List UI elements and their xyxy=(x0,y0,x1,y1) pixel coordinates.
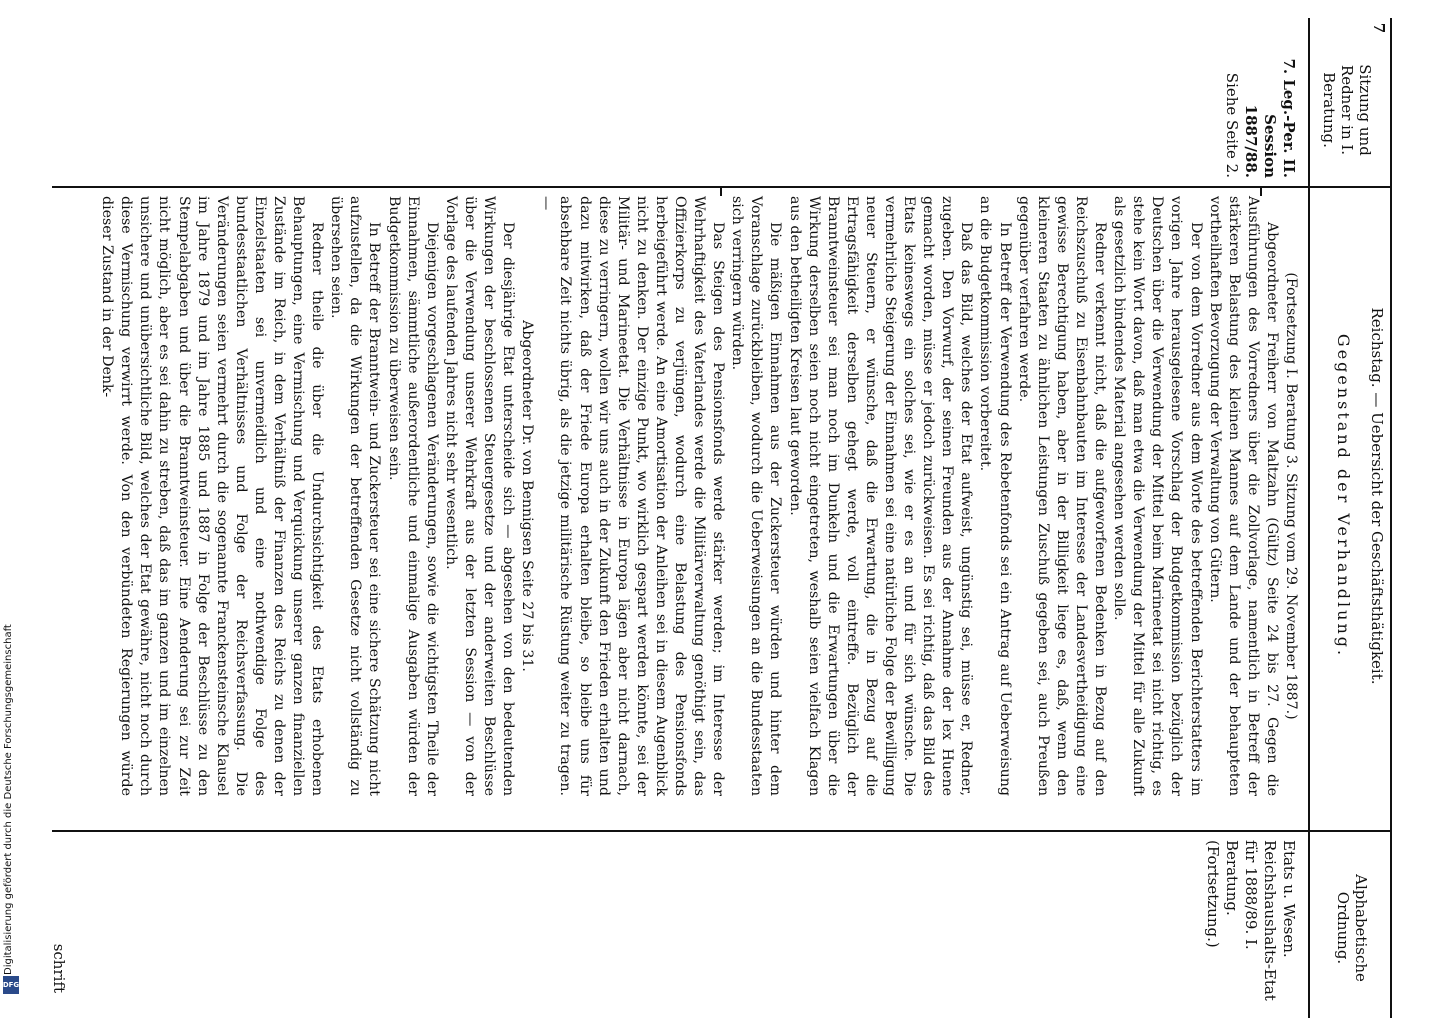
session-entry: 7. Leg.-Per. II. Session 1887/88. xyxy=(1242,58,1298,178)
paragraph: In Betreff der Branntwein- und Zuckersteuer sei eine sichere Schätzung nicht aufzustellen, da die Wirkungen der betreffenden Gesetze nicht vollständig zu übersehen seien. xyxy=(328,196,383,796)
page-number: 7 xyxy=(1370,22,1388,34)
header-right: Alphabetische Ordnung. xyxy=(1334,874,1370,982)
paragraph: Abgeordneter Freiherr von Maltzahn (Gültz) Seite 24 bis 27. Gegen die Ausführungen des Vorredners über die Zollvorlage, namentlich in Betreff der stärkeren Belastung des kleinen Mannes auf dem Lande und der behaupteten vortheilhaften Bevorzugung der Verwaltung von Gütern. xyxy=(1206,196,1280,796)
paragraph: Der diesjährige Etat unterscheide sich — abgesehen von den bedeutenden Wirkungen der beschlossenen Steuergesetze und der anderweiten Beschlüsse über die Verwendung unserer Wehrkraft aus der letzten Session — von der Vorlage des laufenden Jahres nicht sehr wesentlich. xyxy=(442,196,517,796)
alphabetical-column xyxy=(1203,840,1298,1008)
session-column xyxy=(1222,36,1298,178)
header-left: Sitzung und Redner in I. Beratung. xyxy=(1320,64,1374,156)
continuation-heading: (Fortsetzung I. Beratung 3. Sitzung vom 29. November 1887.) xyxy=(1283,272,1299,720)
speaker-heading: Abgeordneter Dr. von Bennigsen Seite 27 bis 31. xyxy=(519,320,536,672)
paragraph: Der von dem Vorredner aus dem Worte des betreffenden Berichterstatters im vorigen Jahre herausgelesene Vorschlag der Budgetkommission bezüglich der Deutschen über die Verwendung der Mittel beim Marineetat sei nicht richtig, es stehe kein Wort davon, daß man etwa die Verwendung der Mittel für alle Zukunft als gesetzlich bindendes Material angesehen werden solle. xyxy=(1111,196,1204,796)
paragraph: Die mäßigen Einnahmen aus der Zuckersteuer würden und hinter dem Voranschlage zurückbleiben, wodurch die Ueberweisungen an die Bundesstaaten sich verringern würden. xyxy=(729,196,784,796)
paragraph: Daß das Bild, welches der Etat aufweist, ungünstig sei, müsse er, Redner, zugeben. Den Vorwurf, der seinen Freunden aus der Annahme der lex Huene gemacht worden, müsse er jedoch zurückweisen. Es sei richtig, daß das Bild des Etats keineswegs ein solches sei, wie er es an und für sich wünsche. Die vermehrliche Steigerung der Einnahmen sei eine natürliche Folge der Bewilligung neuer Steuern, er wünsche, daß die Erwartung, die in Bezug auf die Ertragsfähigkeit derselben gehegt werde, voll eintreffe. Bezüglich der Branntweinsteuer sei man noch im Dunkeln und die Erwartungen über die Wirkung derselben seien noch nicht eingetreten, weshalb seien vielfach Klagen aus den betheiligten Kreisen laut geworden. xyxy=(786,196,975,796)
entry-marker xyxy=(1260,186,1262,196)
column-divider-left xyxy=(52,186,1392,188)
paragraph: Redner verkennt nicht, daß die aufgeworfenen Bedenken in Bezug auf den Reichszuschuß zu Eisenbahnbauten im Interesse der Landesvertheidigung eine gewisse Berechtigung haben, aber in der Billigkeit liege es, daß, wenn den kleineren Staaten zu ähnlichen Leistungen Zuschuß gegeben sei, auch Preußen gegenüber verfahren werde. xyxy=(1015,196,1109,796)
credit-text: Digitalisierung gefördert durch die Deutsche Forschungsgemeinschaft xyxy=(3,624,14,975)
index-entry: Etats u. Wesen. Reichshaushalts-Etat für 1888/89. I. Beratung. (Fortsetzung.) xyxy=(1204,840,1298,1001)
paragraph: Das Steigen des Pensionsfonds werde stärker werden; im Interesse der Wehrhaftigkeit des Vaterlandes werde die Militärverwaltung genöthigt sein, das Offizierkorps zu verjüngen, wodurch eine Belastung des Pensionsfonds herbeigeführt werde. An eine Amortisation der Anleihen sei in diesem Augenblick nicht zu denken. Der einzige Punkt, wo wirklich gespart werden könnte, sei der Militär- und Marineetat. Die Verhältnisse in Europa lägen aber nicht darnach, diese zu verringern, wollen wir uns auch in der Zukunft den Frieden erhalten und dazu mitwirken, daß der Friede Europa erhalten bleibe, so bleibe uns für absehbare Zeit nichts übrig, als die jetzige militärische Rüstung weiter zu tragen. — xyxy=(538,196,727,796)
main-text-column xyxy=(97,196,1300,796)
header-top-rule xyxy=(1390,18,1392,1018)
paragraph: Redner theile die über die Undurchsichtigkeit des Etats erhobenen Behauptungen, eine Vermischung und Verquickung unserer ganzen finanziellen Zustände im Reich, in dem Verhältniß der Finanzen des Reichs zu denen der Einzelstaaten sei unvermeidlich und eine nothwendige Folge des bundesstaatlichen Verhältnisses und Folge der Reichsverfassung. Die Veränderungen seien vermehrt durch die sogenannte Franckensteinsche Klausel im Jahre 1879 und im Jahre 1885 und 1887 in Folge der Beschlüsse zu den Stempelabgaben und über die Branntweinsteuer. Eine Aenderung sei zur Zeit nicht möglich, aber es sei dahin zu streben, daß das im ganzen und im einzelnen unsichere und unübersichtliche Bild, welches der Etat gewähre, nicht noch durch diese Vermischung verwirrt werde. Von den verbündeten Regierungen würde dieser Zustand in der Denk- xyxy=(99,196,326,796)
dfg-logo: DFG xyxy=(3,976,19,994)
entry-marker xyxy=(720,186,722,196)
paragraph: Diejenigen vorgeschlagenen Veränderungen, sowie die wichtigsten Theile der Einnahmen, sämmtliche außerordentliche und einmalige Ausgaben würden der Budgetkommission zu überweisen sein. xyxy=(385,196,440,796)
header-center: Gegenstand der Verhandlung. xyxy=(1334,333,1353,659)
paragraph: In Betreff der Verwendung des Rebetenfonds sei ein Antrag auf Ueberweisung an die Budgetkommission vorbereitet. xyxy=(977,196,1013,796)
header-center-top: Reichstag. — Uebersicht der Geschäftsthätigkeit. xyxy=(1368,307,1386,685)
document-page xyxy=(32,18,1392,1018)
digitization-credit xyxy=(2,0,20,1000)
catchword: schrift xyxy=(50,943,68,993)
session-reference: Siehe Seite 2. xyxy=(1223,72,1241,178)
header-bottom-rule xyxy=(1308,18,1310,1018)
column-divider-right xyxy=(52,830,1392,832)
